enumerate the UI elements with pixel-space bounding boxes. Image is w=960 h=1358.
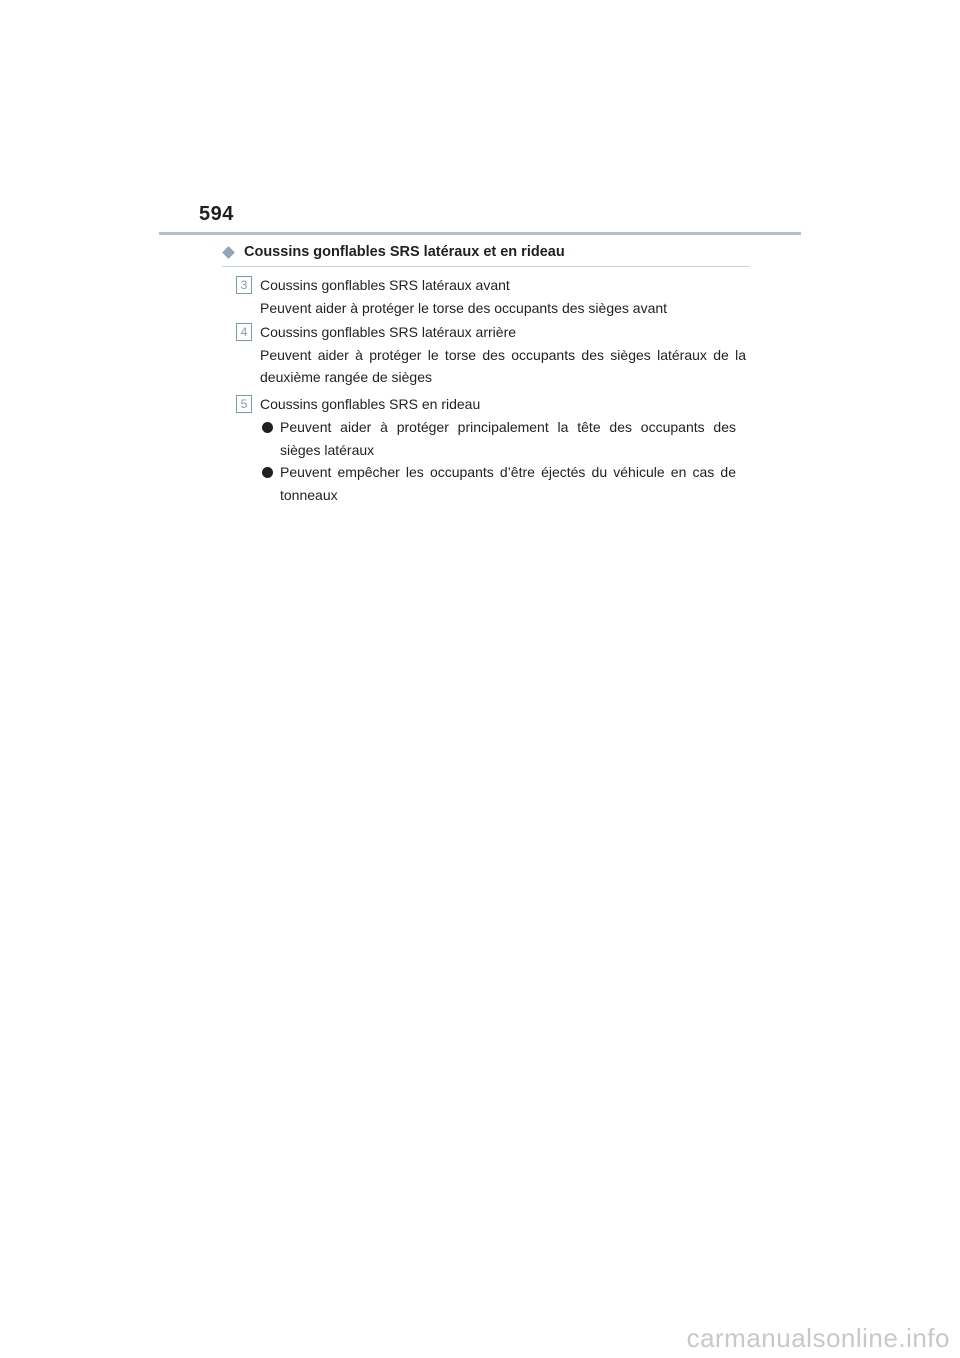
bullet-item bbox=[262, 416, 736, 462]
list-item bbox=[236, 321, 746, 389]
bullet-item bbox=[262, 461, 736, 507]
bullet-icon bbox=[262, 467, 273, 478]
list-item bbox=[236, 274, 746, 320]
item-number-badge: 4 bbox=[236, 323, 252, 341]
watermark: carmanualsonline.info bbox=[686, 1323, 950, 1353]
item-description: Peuvent aider à protéger le torse des occupants des sièges latéraux de la deuxième rangée de sièges bbox=[260, 346, 746, 385]
item-title: Coussins gonflables SRS latéraux avant bbox=[260, 277, 510, 293]
page-number: 594 bbox=[199, 203, 234, 225]
bullet-text: Peuvent empêcher les occupants d’être éjectés du véhicule en cas de tonneaux bbox=[280, 464, 736, 503]
heading-rule bbox=[222, 266, 750, 267]
bullet-text: Peuvent aider à protéger principalement la tête des occupants des sièges latéraux bbox=[280, 419, 736, 458]
item-number-badge: 5 bbox=[236, 395, 252, 413]
bullet-icon bbox=[262, 422, 273, 433]
section-heading-text: Coussins gonflables SRS latéraux et en rideau bbox=[244, 244, 565, 260]
item-title: Coussins gonflables SRS latéraux arrière bbox=[260, 324, 517, 340]
item-number-badge: 3 bbox=[236, 276, 252, 294]
diamond-icon bbox=[222, 246, 235, 259]
section-heading bbox=[222, 244, 750, 260]
item-title: Coussins gonflables SRS en rideau bbox=[260, 396, 481, 412]
item-description: Peuvent aider à protéger le torse des occupants des sièges avant bbox=[260, 299, 668, 316]
header-rule bbox=[159, 232, 801, 235]
